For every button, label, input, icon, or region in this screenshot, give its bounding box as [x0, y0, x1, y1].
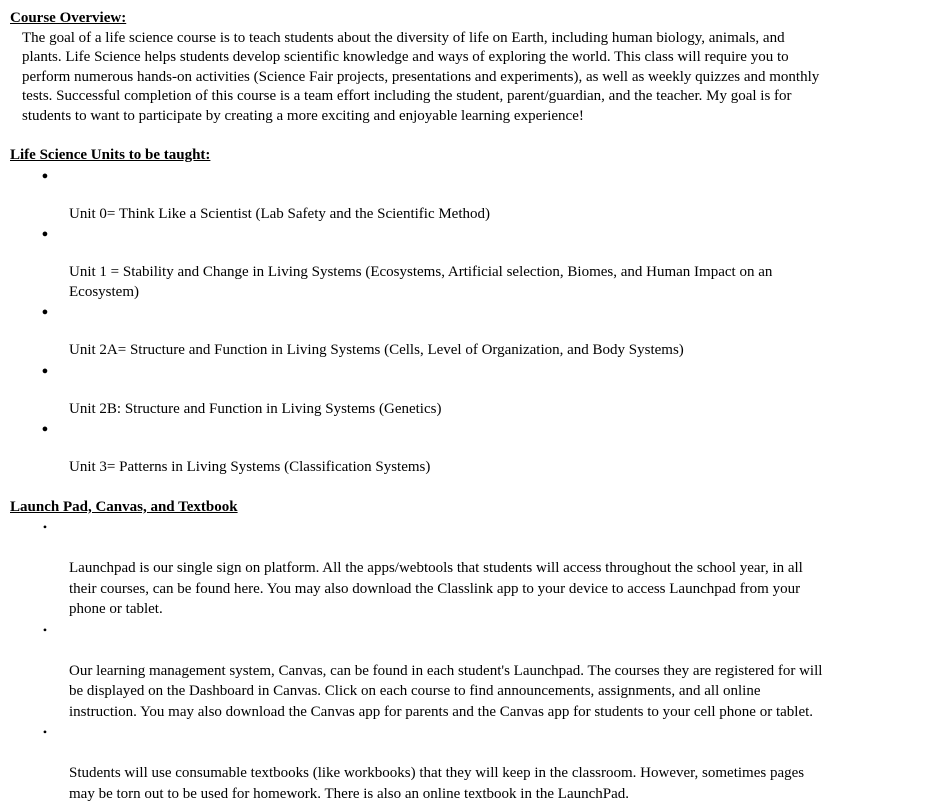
list-item	[10, 722, 915, 804]
bullet-icon	[38, 166, 52, 187]
bullet-icon	[38, 419, 52, 440]
unit-item-text: Unit 1 = Stability and Change in Living Systems (Ecosystems, Artificial selection, Biomes, and Human Impact on an Ecosystem)	[69, 264, 772, 300]
course-overview-heading: Course Overview:	[10, 9, 915, 29]
bullet-icon	[38, 224, 52, 245]
bullet-icon	[38, 722, 52, 743]
list-item	[10, 517, 915, 620]
bullet-icon	[38, 361, 52, 382]
list-item	[10, 166, 915, 225]
units-heading: Life Science Units to be taught:	[10, 146, 915, 166]
document-body	[10, 9, 915, 804]
launchpad-section	[10, 498, 915, 804]
list-item	[10, 620, 915, 723]
textbook-item-text: Students will use consumable textbooks (like workbooks) that they will keep in the classroom. However, sometimes pages may be torn out to be used for homework. There is also an online textbook in the LaunchPad.	[69, 765, 804, 802]
unit-item-text: Unit 2B: Structure and Function in Living Systems (Genetics)	[69, 401, 441, 417]
course-overview-section	[10, 9, 915, 126]
launchpad-heading: Launch Pad, Canvas, and Textbook	[10, 498, 915, 518]
unit-item-text: Unit 0= Think Like a Scientist (Lab Safety and the Scientific Method)	[69, 206, 490, 222]
list-item	[10, 419, 915, 478]
canvas-item-text: Our learning management system, Canvas, can be found in each student's Launchpad. The courses they are registered for will be displayed on the Dashboard in Canvas. Click on each course to find announcements, assignments, and all online instruction. You may also download the Canvas app for parents and the Canvas app for students to your cell phone or tablet.	[69, 663, 822, 720]
bullet-icon	[38, 302, 52, 323]
course-overview-paragraph: The goal of a life science course is to teach students about the diversity of life on Earth, including human biology, animals, and plants. Life Science helps students develop scientific knowledge and ways of exploring the world. This class will require you to perform numerous hands-on activities (Science Fair projects, presentations and experiments), as well as weekly quizzes and monthly tests. Successful completion of this course is a team effort including the student, parent/guardian, and the teacher. My goal is for students to want to participate by creating a more exciting and enjoyable learning experience!	[10, 29, 915, 127]
unit-item-text: Unit 2A= Structure and Function in Living Systems (Cells, Level of Organization, and Body Systems)	[69, 342, 684, 358]
list-item	[10, 302, 915, 361]
unit-item-text: Unit 3= Patterns in Living Systems (Classification Systems)	[69, 459, 430, 475]
list-item	[10, 224, 915, 302]
units-list	[10, 166, 915, 478]
launchpad-item-text: Launchpad is our single sign on platform. All the apps/webtools that students will access throughout the school year, in all their courses, can be found here. You may also download the Classlink app to your device to access Launchpad from your phone or tablet.	[69, 560, 803, 617]
list-item	[10, 361, 915, 420]
units-section	[10, 146, 915, 478]
bullet-icon	[38, 517, 52, 538]
bullet-icon	[38, 620, 52, 641]
launchpad-list	[10, 517, 915, 804]
